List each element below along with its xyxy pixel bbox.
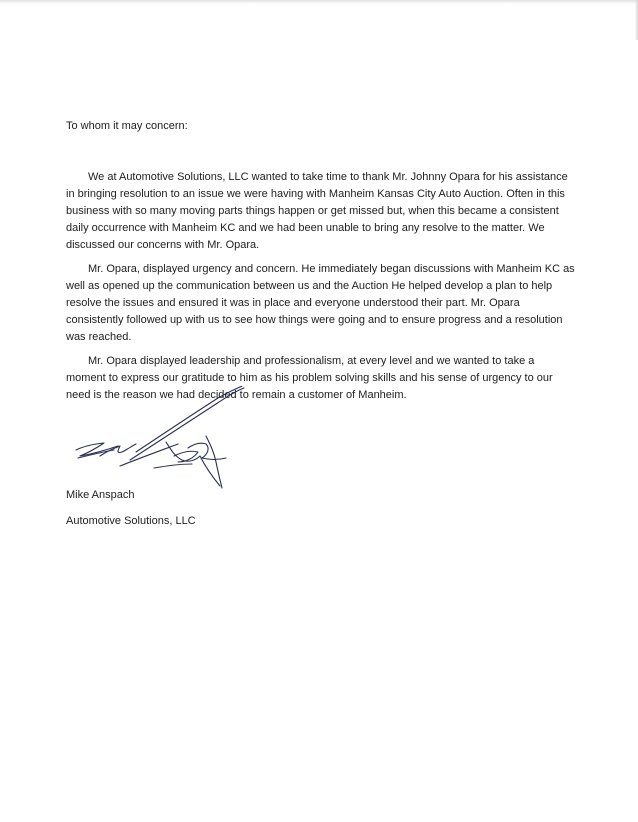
- paragraph-3: Mr. Opara displayed leadership and professionalism, at every level and we wanted to take a moment to express our gratitude to him as his problem solving skills and his sense of urgency to our need is the reason we had decided to remain a customer of Manheim.: [66, 355, 553, 401]
- paragraph-2: Mr. Opara, displayed urgency and concern. He immediately began discussions with Manheim KC as well as opened up the communication between us and the Auction He helped develop a plan to help resolve the issues and ensured it was in place and everyone understood their part. Mr. Opara consistently followed up with us to see how things were going and to ensure progress and a resolution was reached.: [66, 263, 575, 343]
- scan-edge-top: [0, 0, 638, 4]
- signer-name: Mike Anspach: [66, 489, 135, 501]
- salutation: To whom it may concern:: [66, 120, 188, 132]
- letter-body: [66, 118, 576, 411]
- handwritten-signature: [70, 386, 280, 496]
- signer-company: Automotive Solutions, LLC: [66, 515, 196, 527]
- paragraph-1: We at Automotive Solutions, LLC wanted to take time to thank Mr. Johnny Opara for his assistance in bringing resolution to an issue we were having with Manheim Kansas City Auto Auction. Often in this business with so many moving parts things happen or get missed but, when this became a consistent daily occurrence with Manheim KC and we had been unable to bring any resolve to the matter. We discussed our concerns with Mr. Opara.: [66, 171, 568, 251]
